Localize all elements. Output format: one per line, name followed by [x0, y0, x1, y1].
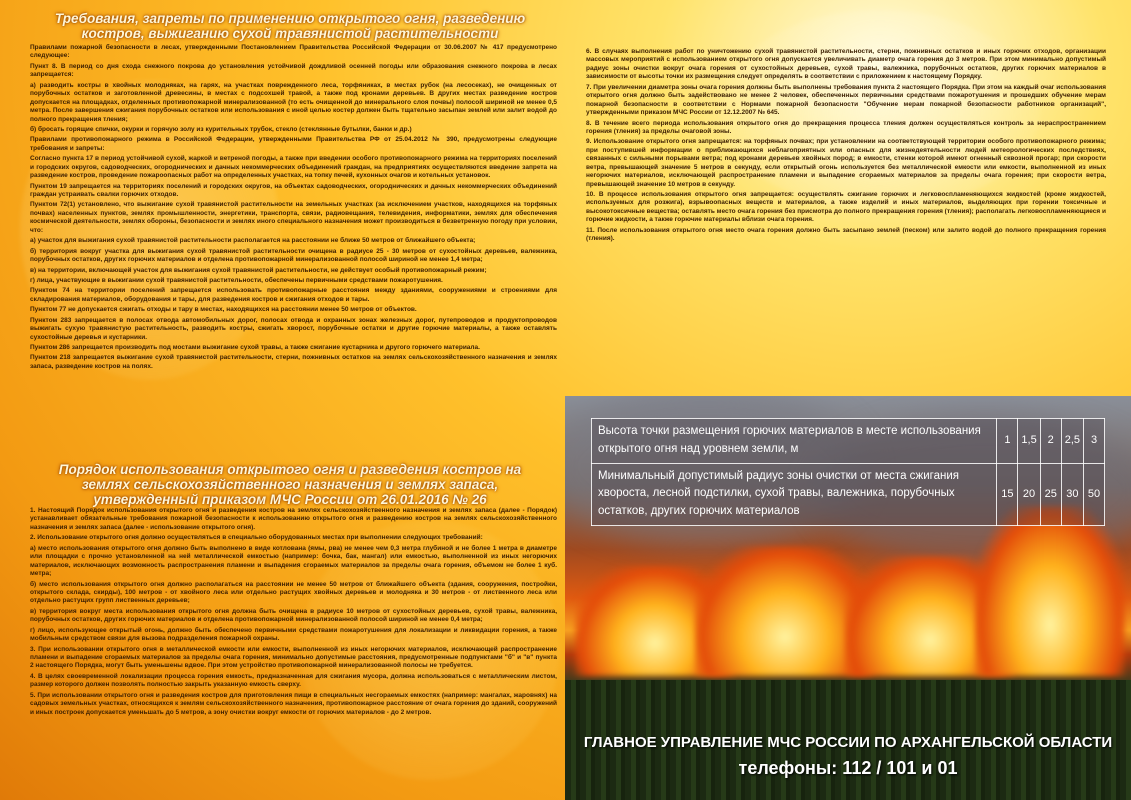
- paragraph: г) лица, участвующие в выжигании сухой травянистой растительности, обеспечены первичными средствами пожаротушения.: [30, 276, 443, 284]
- paragraph: Пункт 8. В период со дня схода снежного покрова до установления устойчивой дождливой осенней погоды или образования снежного покрова в лесах запрещается:: [30, 62, 557, 79]
- paragraph: 3. При использовании открытого огня в металлической емкости или емкости, выполненной из иных негорючих материалов, исключающей распространение пламени и выпадение сгораемых материалов за пределы очага горения, минимально допустимые расстояния, предусмотренные подпунктами "б" и "в" пункта 2 настоящего Порядка, могут быть уменьшены вдвое. При этом устройство противопожарной минерализованной полосы не требуется.: [30, 645, 557, 670]
- paragraph: 1. Настоящий Порядок использования открытого огня и разведения костров на землях сельскохозяйственного назначения и землях запаса (далее - Порядок) устанавливает обязательные требования пожарной безопасности к использованию открытого огня и разведению костров на землях сельскохозяйственного назначения и землях запаса (далее - использование открытого огня).: [30, 507, 557, 531]
- table-cell: 30: [1061, 463, 1083, 525]
- table-cell: 1: [997, 419, 1018, 464]
- table-row: [592, 463, 1105, 525]
- paragraph: 9. Использование открытого огня запрещается: на торфяных почвах; при установлении на соответствующей территории особого противопожарного режима; при поступившей информации о приближающихся неблагоприятных или опасных для жизнедеятельности людей метеорологических последствиях, связанных с сильными порывами ветра; под кронами деревьев хвойных пород; в емкости, стенки которой имеют огненный сквозной прогар; при скорости ветра, превышающей значение 5 метров в секунду, если открытый огонь используется без металлической емкости или емкости, выполненной из иных негорючих материалов, исключающей распространение пламени и выпадение сгораемых материалов за пределы очага горения; при скорости ветра, превышающей значение 10 метров в секунду.: [586, 138, 1106, 188]
- paragraph: в) на территории, включающей участок для выжигания сухой травянистой растительности, не действует особый противопожарный режим;: [30, 266, 487, 274]
- table-cell: 15: [997, 463, 1018, 525]
- paragraph: Пунктом 77 не допускается сжигать отходы и тару в местах, находящихся на расстоянии менее 50 метров от объектов.: [30, 306, 417, 314]
- left-top-text: [30, 44, 557, 449]
- forest-fire-photo: [565, 396, 1131, 800]
- right-text: [586, 48, 1106, 340]
- footer-organization: ГЛАВНОЕ УПРАВЛЕНИЕ МЧС РОССИИ ПО АРХАНГЕЛЬСКОЙ ОБЛАСТИ: [583, 734, 1113, 751]
- paragraph: а) место использования открытого огня должно быть выполнено в виде котлована (ямы, рва) не менее чем 0,3 метра глубиной и не более 1 метра в диаметре или площадки с прочно установленной на ней металлической емкостью (например: бочка, бак, мангал) или емкостью, выполненной из иных негорючих материалов, исключающих возможность распространения пламени и выпадения сгораемых материалов за пределы очага горения, объемом не более 1 куб. метра;: [30, 544, 557, 578]
- paragraph: а) разводить костры в хвойных молодняках, на гарях, на участках поврежденного леса, торфяниках, в местах рубок (на лесосеках), не очищенных от порубочных остатков и заготовленной древесины, в местах с подсохшей травой, а также под кронами деревьев. В других местах разведение костров допускается на площадках, отделенных противопожарной минерализованной (то есть очищенной до минерального слоя почвы) полосой шириной не менее 0,5 метра. После завершения сжигания порубочных остатков или использования с иной целью костер должен быть тщательно засыпан землей или залит водой до полного прекращения тления;: [30, 81, 557, 123]
- paragraph: Пунктом 72(1) установлено, что выжигание сухой травянистой растительности на земельных участках (за исключением участков, находящихся на торфяных почвах) населенных пунктов, землях промышленности, энергетики, транспорта, связи, радиовещания, телевидения, информатики, землях для обеспечения космической деятельности, землях обороны, безопасности и землях иного специального назначения может производиться в безветренную погоду при условии, что:: [30, 201, 557, 234]
- paragraph: Пунктом 74 на территории поселений запрещается использовать противопожарные расстояния между зданиями, сооружениями и строениями для складирования материалов, оборудования и тары, для разведения костров и сжигания отходов и тары.: [30, 287, 557, 303]
- table-cell: 3: [1084, 419, 1105, 464]
- paragraph: б) территория вокруг участка для выжигания сухой травянистой растительности очищена в радиусе 25 - 30 метров от сухостойных деревьев, валежника, порубочных остатков, других горючих материалов и отделена противопожарной минерализованной полосой шириной не менее 1,4 метра;: [30, 247, 557, 264]
- left-title: Требования, запреты по применению открытого огня, разведению костров, выжиганию сухой травянистой растительности: [54, 11, 526, 41]
- table-cell: 25: [1040, 463, 1061, 525]
- clearance-table: [591, 418, 1105, 526]
- paragraph: Пунктом 19 запрещается на территориях поселений и городских округов, на объектах садоводческих, огороднических и дачных некоммерческих объединений граждан устраивать свалки горючих отходов.: [30, 182, 557, 198]
- paragraph: Пунктом 283 запрещается в полосах отвода автомобильных дорог, полосах отвода и охранных зонах железных дорог, путепроводов и продуктопроводов выжигать сухую травянистую растительность, разводить костры, сжигать хворост, порубочные остатки и другие горючие материалы, а также оставлять сухостойные деревья и кустарники.: [30, 316, 557, 341]
- left-bottom-title: Порядок использования открытого огня и разведения костров на землях сельскохозяйственного назначения и землях запаса, утвержденный приказом МЧС России от 26.01.2016 № 26: [58, 462, 522, 507]
- paragraph: 8. В течение всего периода использования открытого огня до прекращения процесса тления должен осуществляться контроль за нераспространением горения (тления) за пределы очаговой зоны.: [586, 119, 1106, 135]
- paragraph: 2. Использование открытого огня должно осуществляться в специально оборудованных местах при выполнении следующих требований:: [30, 534, 483, 542]
- table-cell: 2,5: [1061, 419, 1083, 464]
- table-row-label: Минимальный допустимый радиус зоны очистки от места сжигания хвороста, лесной подстилки, сухой травы, валежника, порубочных остатков, других горючих материалов: [592, 463, 997, 525]
- paragraph: 10. В процессе использования открытого огня запрещается: осуществлять сжигание горючих и легковоспламеняющихся жидкостей (кроме жидкостей, используемых для розжига), взрывоопасных веществ и материалов, а также изделий и иных материалов, выделяющих при горении токсичные и высокотоксичные вещества; оставлять место очага горения без присмотра до полного прекращения горения (тления); располагать легковоспламеняющиеся и горючие жидкости, а также горючие материалы вблизи очага горения.: [586, 191, 1106, 224]
- table-cell: 20: [1018, 463, 1040, 525]
- paragraph: 5. При использовании открытого огня и разведения костров для приготовления пищи в специальных несгораемых емкостях (например: мангалах, жаровнях) на садовых земельных участках, относящихся к землям сельскохозяйственного назначения, противопожарное расстояние от очага горения до зданий, сооружений и иных построек допускается уменьшать до 5 метров, а зону очистки вокруг емкости от горючих материалов - до 2 метров.: [30, 691, 557, 716]
- paragraph: б) бросать горящие спички, окурки и горячую золу из курительных трубок, стекло (стеклянные бутылки, банки и др.): [30, 125, 412, 133]
- table-cell: 50: [1084, 463, 1105, 525]
- footer-phones: телефоны: 112 / 101 и 01: [738, 758, 958, 778]
- table-cell: 1,5: [1018, 419, 1040, 464]
- paragraph: а) участок для выжигания сухой травянистой растительности располагается на расстоянии не ближе 50 метров от ближайшего объекта;: [30, 237, 476, 245]
- paragraph: Правилами пожарной безопасности в лесах, утвержденными Постановлением Правительства Российской Федерации от 30.06.2007 № 417 предусмотрено следующее:: [30, 44, 557, 60]
- paragraph: Согласно пункта 17 в период устойчивой сухой, жаркой и ветреной погоды, а также при введении особого противопожарного режима на территориях поселений и городских округов, садоводческих, огороднических и дачных некоммерческих объединений граждан, на предприятиях осуществляются введение запрета на разведение костров, проведение пожароопасных работ на определенных участках, на топку печей, кухонных очагов и котельных установок.: [30, 155, 557, 180]
- flame: [975, 506, 1125, 676]
- paragraph: 7. При увеличении диаметра зоны очага горения должны быть выполнены требования пункта 2 настоящего Порядка. При этом на каждый очаг использования открытого огня должно быть задействовано не менее 2 человек, обеспеченных первичными средствами пожаротушения и прошедших обучение мерам пожарной безопасности в соответствии с Нормами пожарной безопасности "Обучение мерам пожарной безопасности работников организаций", утвержденными приказом МЧС России от 12.12.2007 № 645.: [586, 83, 1106, 117]
- table-row-label: Высота точки размещения горючих материалов в месте использования открытого огня над уровнем земли, м: [592, 419, 997, 464]
- paragraph: 4. В целях своевременной локализации процесса горения емкость, предназначенная для сжигания мусора, должна использоваться с металлическим листом, размер которого должен позволять полностью закрыть указанную емкость сверху.: [30, 672, 557, 689]
- left-bottom-text: [30, 507, 557, 790]
- paragraph: Пунктом 218 запрещается выжигание сухой травянистой растительности, стерни, пожнивных остатков на землях сельскохозяйственного назначения и землях запаса, разведение костров на полях.: [30, 354, 557, 370]
- paragraph: г) лицо, использующее открытый огонь, должно быть обеспечено первичными средствами пожаротушения для локализации и ликвидации горения, а также мобильным средством связи для вызова подразделения пожарной охраны.: [30, 626, 557, 643]
- paragraph: в) территория вокруг места использования открытого огня должна быть очищена в радиусе 10 метров от сухостойных деревьев, сухой травы, валежника, порубочных остатков, других горючих материалов и отделена противопожарной минерализованной полосой шириной не менее 0,4 метра;: [30, 607, 557, 624]
- paragraph: Правилами противопожарного режима в Российской Федерации, утвержденными Правительства РФ от 25.04.2012 № 390, предусмотрены следующие требования и запреты:: [30, 136, 557, 152]
- paragraph: б) место использования открытого огня должно располагаться на расстоянии не менее 50 метров от ближайшего объекта (здания, сооружения, постройки, открытого склада, скирды), 100 метров - от хвойного леса или отдельно растущих хвойных деревьев и молодняка и 30 метров - от лиственного леса или отдельно растущих групп лиственных деревьев;: [30, 580, 557, 605]
- table-cell: 2: [1040, 419, 1061, 464]
- table-row: [592, 419, 1105, 464]
- paragraph: Пунктом 286 запрещается производить под мостами выжигание сухой травы, а также сжигание кустарника и другого горючего материала.: [30, 344, 480, 351]
- paragraph: 6. В случаях выполнения работ по уничтожению сухой травянистой растительности, стерни, пожнивных остатков и иных горючих отходов, организации массовых мероприятий с использованием открытого огня допускается увеличивать диаметр очага горения до 3 метров. При этом минимально допустимый радиус зоны очистки вокруг очага горения от сухостойных деревьев, сухой травы, валежника, порубочных остатков, других горючих материалов в зависимости от высоты точки их размещения следует определять в соответствии с приложением к настоящему Порядку.: [586, 48, 1106, 81]
- paragraph: 11. После использования открытого огня место очага горения должно быть засыпано землей (песком) или залито водой до полного прекращения горения (тления).: [586, 226, 1106, 243]
